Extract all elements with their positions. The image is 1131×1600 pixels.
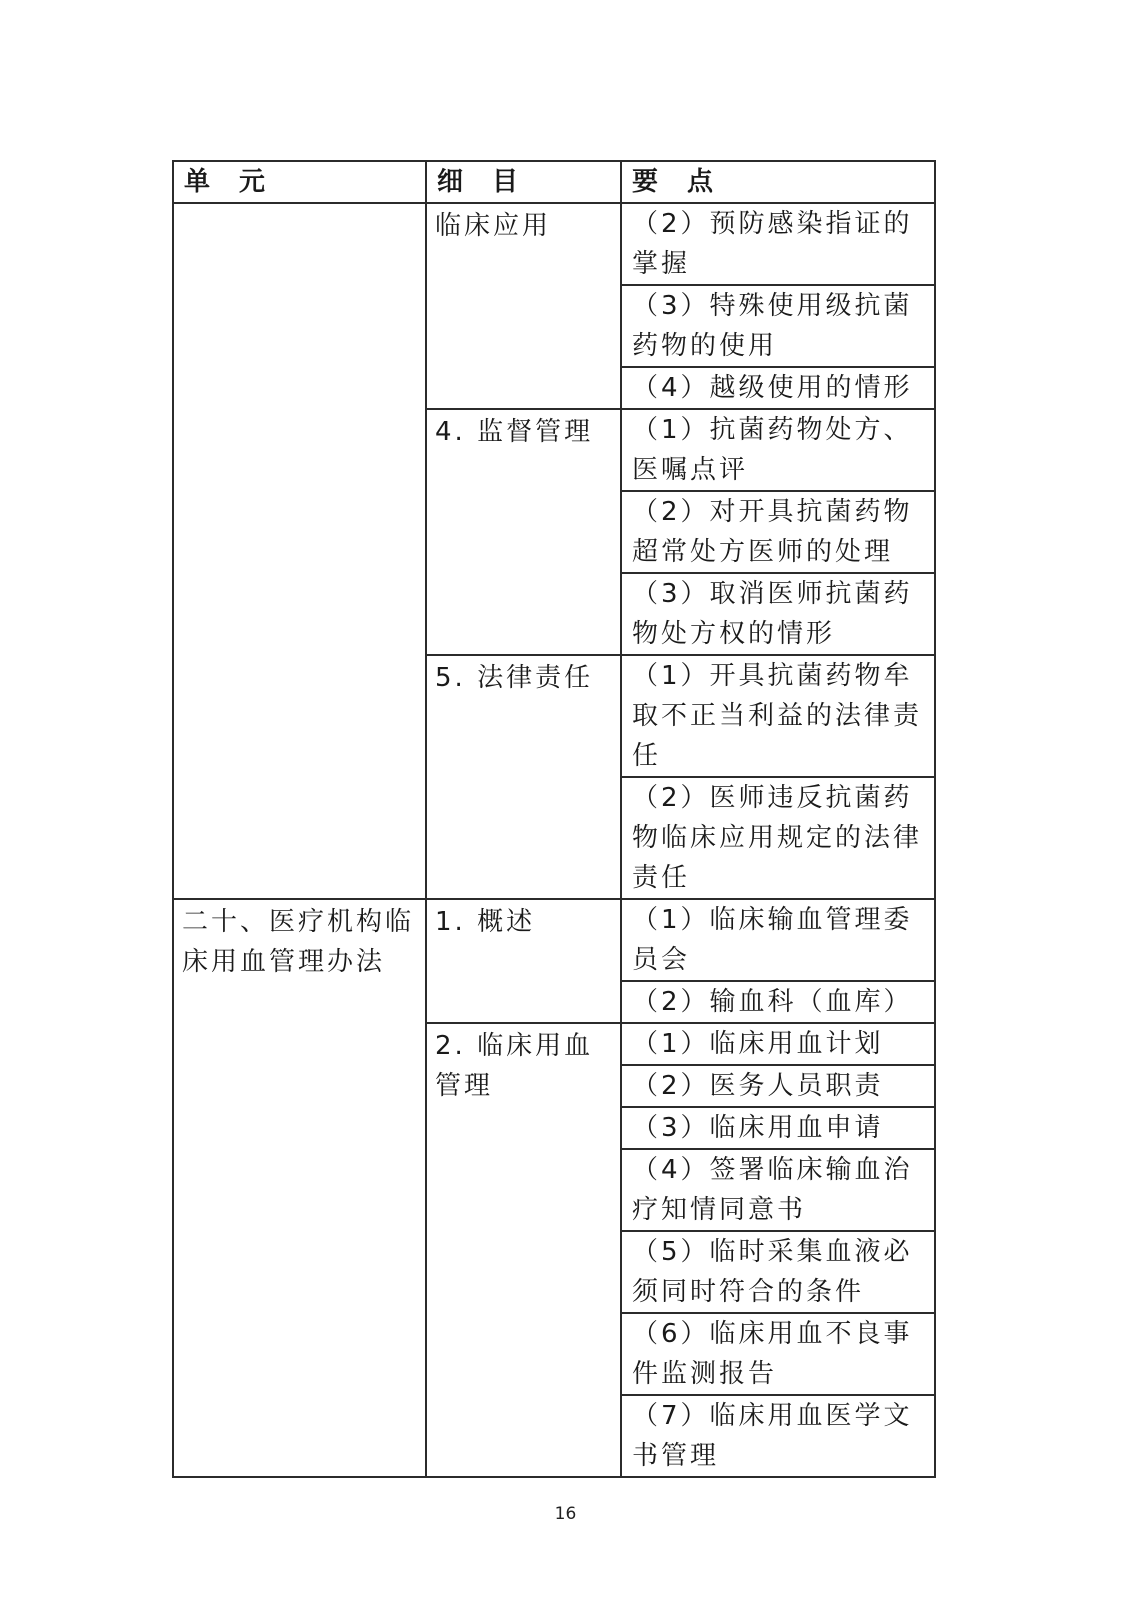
- header-points: 要 点: [621, 161, 935, 203]
- unit-cell-continued: [173, 203, 426, 899]
- point-cell: （3）取消医师抗菌药物处方权的情形: [621, 573, 935, 655]
- point-cell: （2）医师违反抗菌药物临床应用规定的法律责任: [621, 777, 935, 899]
- item-cell: 2. 临床用血管理: [426, 1023, 621, 1477]
- point-cell: （1）抗菌药物处方、医嘱点评: [621, 409, 935, 491]
- header-unit: 单 元: [173, 161, 426, 203]
- point-cell: （3）特殊使用级抗菌药物的使用: [621, 285, 935, 367]
- point-cell: （2）医务人员职责: [621, 1065, 935, 1107]
- item-cell: 1. 概述: [426, 899, 621, 1023]
- header-item: 细 目: [426, 161, 621, 203]
- item-cell: 4. 监督管理: [426, 409, 621, 655]
- point-cell: （4）签署临床输血治疗知情同意书: [621, 1149, 935, 1231]
- point-cell: （1）开具抗菌药物牟取不正当利益的法律责任: [621, 655, 935, 777]
- point-cell: （2）输血科（血库）: [621, 981, 935, 1023]
- table-header-row: [173, 161, 935, 203]
- table-row: [173, 203, 935, 285]
- unit-cell: 二十、医疗机构临床用血管理办法: [173, 899, 426, 1477]
- point-cell: （1）临床输血管理委员会: [621, 899, 935, 981]
- point-cell: （4）越级使用的情形: [621, 367, 935, 409]
- syllabus-table: [172, 160, 936, 1478]
- item-cell: 5. 法律责任: [426, 655, 621, 899]
- point-cell: （2）预防感染指证的掌握: [621, 203, 935, 285]
- point-cell: （2）对开具抗菌药物超常处方医师的处理: [621, 491, 935, 573]
- point-cell: （1）临床用血计划: [621, 1023, 935, 1065]
- point-cell: （5）临时采集血液必须同时符合的条件: [621, 1231, 935, 1313]
- point-cell: （7）临床用血医学文书管理: [621, 1395, 935, 1477]
- table-row: [173, 899, 935, 981]
- item-cell: 临床应用: [426, 203, 621, 409]
- page-number: 16: [554, 1504, 577, 1524]
- point-cell: （6）临床用血不良事件监测报告: [621, 1313, 935, 1395]
- point-cell: （3）临床用血申请: [621, 1107, 935, 1149]
